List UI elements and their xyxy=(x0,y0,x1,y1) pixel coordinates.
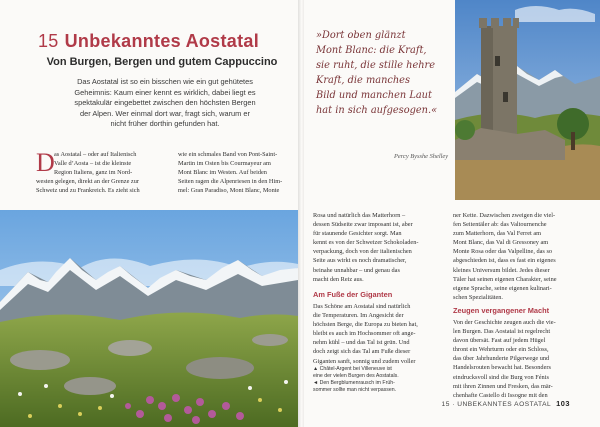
text-line: schen Spezialitäten. xyxy=(453,293,504,301)
text-line: Giganten sanft, sonnig und zudem voller xyxy=(313,357,416,365)
text-line: as Aostatal – oder auf Italienisch xyxy=(54,151,137,158)
text-line: kleines Universum bildet. Jedes dieser xyxy=(453,266,550,274)
text-line: Schweiz und zu Frankreich. Es zieht sich xyxy=(36,187,140,195)
caption-line: sommer sollte man nicht verpassen. xyxy=(313,387,397,393)
text-line: eindrucksvoll sind die Burg von Fénis xyxy=(453,373,549,381)
chapter-title xyxy=(38,31,259,52)
chapter-title-text: Unbekanntes Aostatal xyxy=(64,31,260,51)
quote-line: »Dort oben glänzt xyxy=(316,30,406,41)
drop-cap: D xyxy=(36,148,55,177)
text-line: Handelsrouten bewacht hat. Besonders xyxy=(453,364,551,372)
text-line: höchsten Berge, die Europa zu bieten hat, xyxy=(313,321,418,329)
body-column-right-1 xyxy=(313,211,431,284)
lead-line: der Alpen. Wer einmal dort war, fragt sich, warum er xyxy=(80,108,250,118)
text-line: zum Matterhorn, das Val Ferret am xyxy=(453,230,542,238)
alpine-meadow-photo xyxy=(0,210,298,427)
castle-tower-photo xyxy=(455,0,600,200)
text-line: wie ein schmales Band von Pont-Saint- xyxy=(178,151,278,158)
text-line: das über Jahrhunderte Pilgerwege und xyxy=(453,355,550,363)
text-line: Valle d’Aosta – ist die kleinste xyxy=(54,160,132,168)
lead-line: Geheimnis: Kaum einer kennt es wirklich, dabei liegt es xyxy=(74,87,256,97)
lead-line: Das Aostatal ist so ein bisschen wie ein gut gehütetes xyxy=(77,77,253,86)
lead-line: spektakulär eingebettet zwischen den höchsten Bergen xyxy=(74,98,256,108)
pull-quote xyxy=(316,28,466,118)
quote-author: Percy Bysshe Shelley xyxy=(394,153,449,160)
text-line: westen gelegen, direkt an der Grenze zur xyxy=(36,178,139,186)
page-number: 103 xyxy=(556,399,570,408)
text-line: Region Italiens, ganz im Nord- xyxy=(54,169,133,177)
quote-line: Mont Blanc: die Kraft, xyxy=(316,45,427,56)
chapter-number: 15 xyxy=(38,31,59,51)
text-line: Rosa und natürlich das Matterhorn – xyxy=(313,212,406,219)
page-gutter xyxy=(298,0,304,427)
quote-line: sie ruht, die stille hehre xyxy=(316,60,436,71)
text-line: beinahe unnahbar – und genau das xyxy=(313,266,400,274)
text-line: abgeschieden ist, dass es fast ein eigenes xyxy=(453,257,556,265)
text-line: Seiten ragen die Alpenriesen in den Him- xyxy=(178,178,283,186)
page-footer xyxy=(442,399,570,408)
text-line: Monte Rosa oder das Valpelline, das so xyxy=(453,248,553,256)
text-line: Martin im Osten bis Courmayeur am xyxy=(178,160,271,168)
text-line: Von der Geschichte zeugen auch die vie- xyxy=(453,319,556,326)
text-line: doch zeigt sich das Tal am Fuße dieser xyxy=(313,348,411,356)
quote-line: Kraft, die manches xyxy=(316,75,411,86)
text-line: fen Seitentäler ab: das Valtournenche xyxy=(453,221,547,229)
text-line: davon übersät. Fast auf jedem Hügel xyxy=(453,337,546,345)
text-line: eigene Sprache, seine eigenen kulinari- xyxy=(453,284,552,292)
text-line: Mont Blanc im Westen. Auf beiden xyxy=(178,169,267,177)
body-column-right-2 xyxy=(453,211,573,302)
quote-line: Bild und manchen Laut xyxy=(316,90,432,101)
section-heading-giants: Am Fuße der Giganten xyxy=(313,290,393,299)
text-line: für staunende Gesichter sorgt. Man xyxy=(313,230,402,238)
text-line: thront ein Wehrturm oder ein Schloss, xyxy=(453,346,549,354)
text-line: len Burgen. Das Aostatal ist regelrecht xyxy=(453,328,551,336)
text-line: macht den Reiz aus. xyxy=(313,275,364,283)
text-line: mel: Gran Paradiso, Mont Blanc, Monte xyxy=(178,187,280,195)
body-column-right-2-bottom xyxy=(453,318,573,400)
text-line: ner Kette. Dazwischen zweigen die viel- xyxy=(453,212,556,219)
text-line: Das Schöne am Aostatal sind natürlich xyxy=(313,303,411,310)
body-column-left-1 xyxy=(36,150,162,195)
text-line: Mont Blanc, das Val di Gressoney am xyxy=(453,239,549,247)
lead-line: nicht früher dorthin gefunden hat. xyxy=(110,119,220,129)
text-line: dessen Südseite zwar imposant ist, aber xyxy=(313,221,413,229)
body-column-right-1-bottom xyxy=(313,302,431,366)
text-line: bleibt es auch im Hochsommer oft ange- xyxy=(313,330,416,338)
text-line: die Temperaturen. Im Angesicht der xyxy=(313,312,404,320)
text-line: verpackung, doch von der italienischen xyxy=(313,248,412,256)
text-line: chenhafte Castello di Issogne mit den xyxy=(453,391,548,399)
text-line: Seite aus wirkt es noch dramatischer, xyxy=(313,257,407,265)
caption-line: eine der vielen Burgen des Aostatals. xyxy=(313,373,399,379)
body-column-left-2 xyxy=(178,150,290,195)
text-line: Täler hat seinen eigenen Charakter, seine xyxy=(453,275,557,283)
quote-line: hat in sich aufgesogen.« xyxy=(316,105,438,116)
text-line: nehm kühl – und das Tal ist grün. Und xyxy=(313,339,410,347)
photo-captions xyxy=(313,366,431,394)
caption-line: ▲ Châtel-Argent bei Villeneuve ist xyxy=(313,366,392,372)
chapter-subtitle: Von Burgen, Bergen und gutem Cappuccino xyxy=(46,56,278,68)
running-footer: 15 · UNBEKANNTES AOSTATAL xyxy=(441,401,552,408)
caption-line: ◄ Den Bergblumenrausch im Früh- xyxy=(313,380,395,386)
section-heading-power: Zeugen vergangener Macht xyxy=(453,306,550,315)
text-line: mit ihren Zinnen und Fresken, das mär- xyxy=(453,382,553,390)
text-line: kennt es von der Schweizer Schokoladen- xyxy=(313,239,419,247)
lead-paragraph xyxy=(58,77,272,130)
